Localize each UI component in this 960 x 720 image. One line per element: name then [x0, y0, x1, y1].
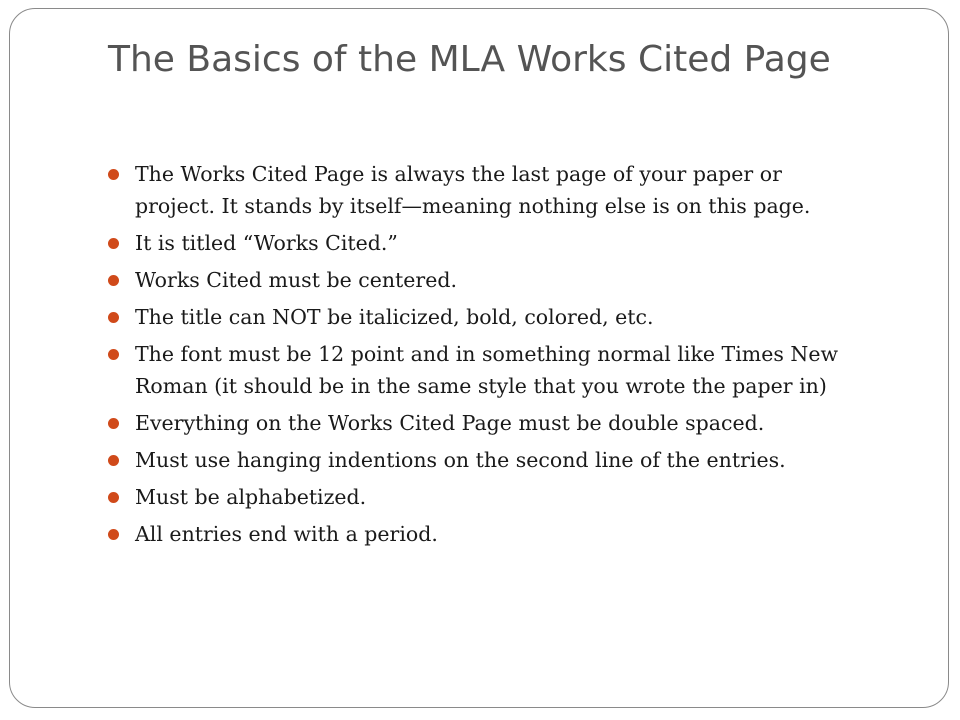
bullet-list [108, 158, 868, 555]
bullet-icon [108, 238, 119, 249]
bullet-icon [108, 492, 119, 503]
bullet-icon [108, 275, 119, 286]
bullet-icon [108, 455, 119, 466]
bullet-item [108, 444, 868, 476]
bullet-text: The title can NOT be italicized, bold, colored, etc. [135, 305, 654, 329]
bullet-icon [108, 418, 119, 429]
bullet-text: The font must be 12 point and in something normal like Times New Roman (it should be in the same style that you wrote the paper in) [135, 342, 839, 398]
bullet-item [108, 264, 868, 296]
bullet-icon [108, 349, 119, 360]
bullet-item [108, 158, 868, 222]
bullet-text: It is titled “Works Cited.” [135, 231, 398, 255]
bullet-item [108, 481, 868, 513]
bullet-text: The Works Cited Page is always the last page of your paper or project. It stands by itself—meaning nothing else is on this page. [135, 162, 811, 218]
bullet-item [108, 338, 868, 402]
bullet-item [108, 301, 868, 333]
bullet-text: Must be alphabetized. [135, 485, 367, 509]
bullet-icon [108, 312, 119, 323]
bullet-icon [108, 169, 119, 180]
bullet-item [108, 407, 868, 439]
bullet-text: All entries end with a period. [135, 522, 438, 546]
bullet-item [108, 518, 868, 550]
slide-title: The Basics of the MLA Works Cited Page [108, 39, 831, 80]
bullet-text: Works Cited must be centered. [135, 268, 457, 292]
bullet-item [108, 227, 868, 259]
bullet-icon [108, 529, 119, 540]
bullet-text: Must use hanging indentions on the second line of the entries. [135, 448, 786, 472]
bullet-text: Everything on the Works Cited Page must be double spaced. [135, 411, 765, 435]
